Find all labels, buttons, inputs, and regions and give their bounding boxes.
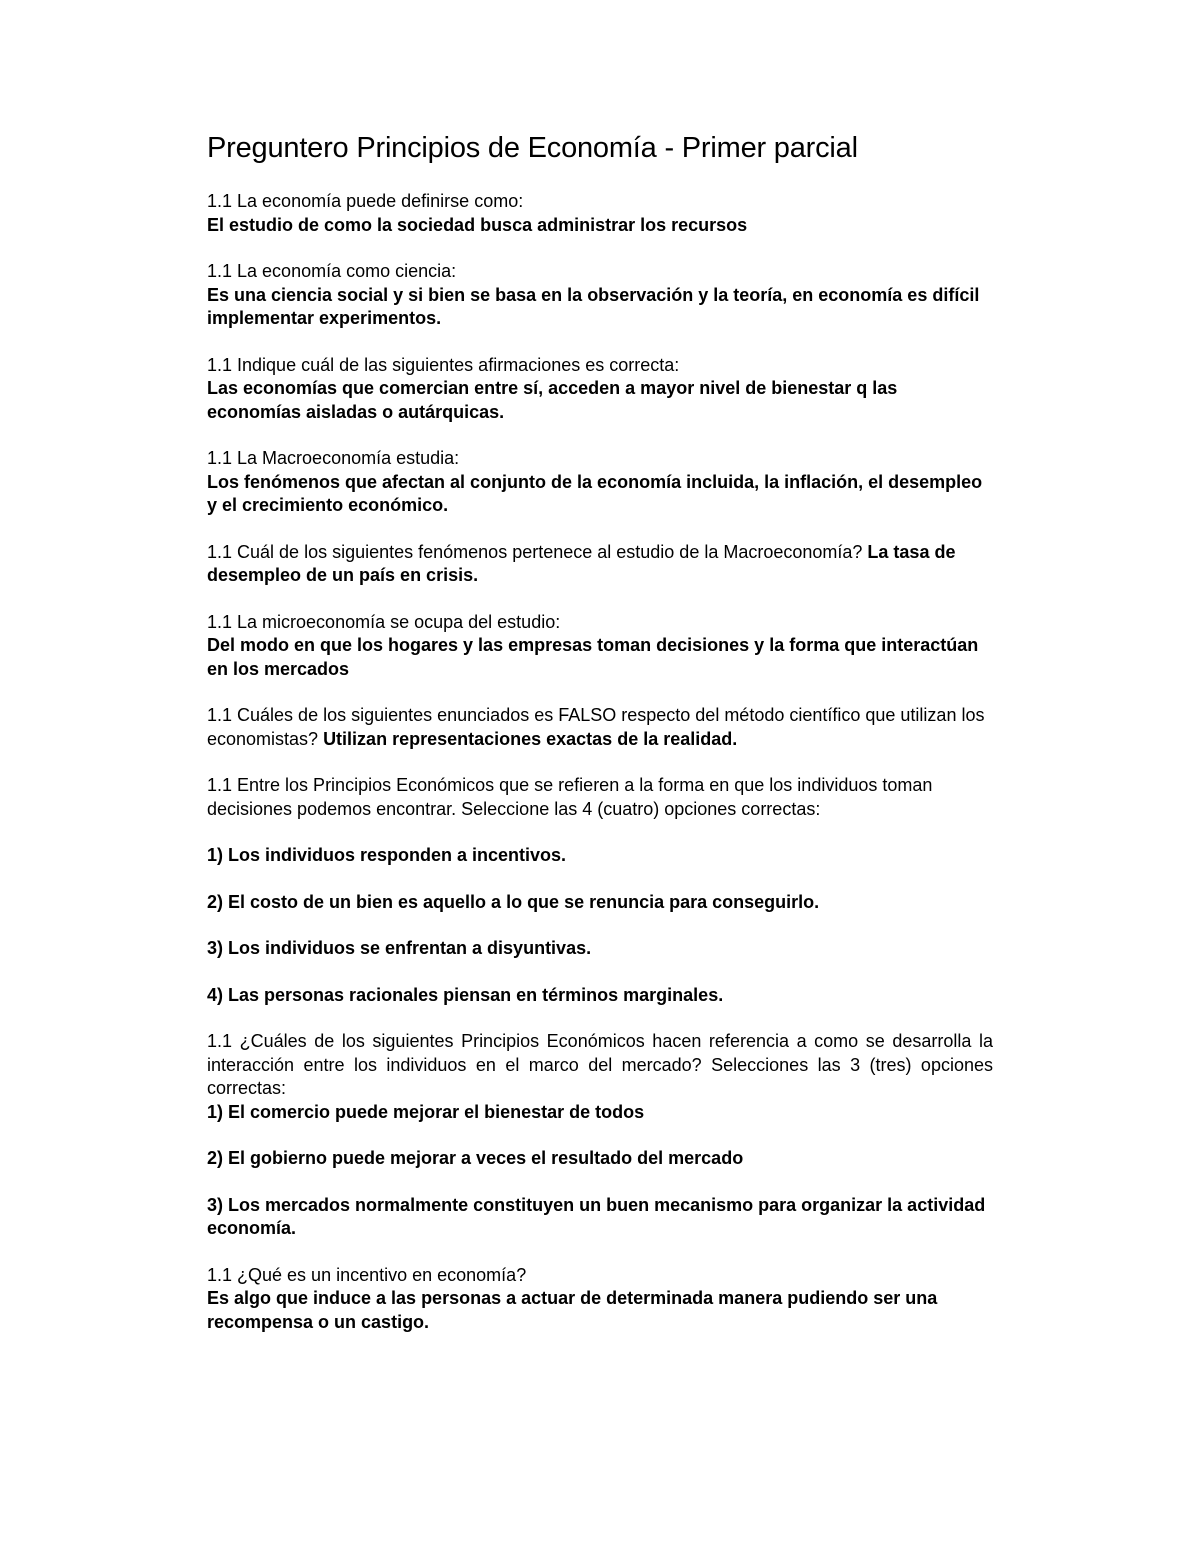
option-item: 2) El costo de un bien es aquello a lo que se renuncia para conseguirlo. <box>207 891 820 912</box>
question-text: 1.1 La economía como ciencia: <box>207 261 457 281</box>
option-item: 4) Las personas racionales piensan en términos marginales. <box>207 984 724 1005</box>
question-text: 1.1 ¿Cuáles de los siguientes Principios Económicos hacen referencia a como se desarrolla la interacción entre los individuos en el marco del mercado? Selecciones las 3 (tres) opciones correctas: <box>207 1031 993 1098</box>
qa-item-principles-interaction <box>207 1030 993 1101</box>
question-text: 1.1 Cuáles de los siguientes enunciados es FALSO respecto del método científico que utilizan los economistas? <box>207 705 985 749</box>
option-item: 2) El gobierno puede mejorar a veces el resultado del mercado <box>207 1148 744 1168</box>
qa-item-microeconomics <box>207 611 993 682</box>
qa-item-scientific-method <box>207 704 993 751</box>
answer-text: Las economías que comercian entre sí, acceden a mayor nivel de bienestar q las economías aisladas o autárquicas. <box>207 378 898 422</box>
answer-text: Los fenómenos que afectan al conjunto de la economía incluida, la inflación, el desempleo y el crecimiento económico. <box>207 471 983 515</box>
question-text: 1.1 La microeconomía se ocupa del estudio: <box>207 611 561 632</box>
option-item: 3) Los mercados normalmente constituyen un buen mecanismo para organizar la actividad economía. <box>207 1194 986 1238</box>
answer-text: El estudio de como la sociedad busca administrar los recursos <box>207 214 748 235</box>
question-text: 1.1 La economía puede definirse como: <box>207 191 524 211</box>
qa-item-principles-individual <box>207 774 993 821</box>
qa-item-science <box>207 260 993 331</box>
question-text: 1.1 ¿Qué es un incentivo en economía? <box>207 1264 527 1285</box>
question-text: 1.1 Indique cuál de las siguientes afirmaciones es correcta: <box>207 354 680 375</box>
question-text: 1.1 Entre los Principios Económicos que se refieren a la forma en que los individuos toman decisiones podemos encontrar. Seleccione las 4 (cuatro) opciones correctas: <box>207 775 933 819</box>
question-text: 1.1 Cuál de los siguientes fenómenos pertenece al estudio de la Macroeconomía? <box>207 541 868 562</box>
answer-text: Es algo que induce a las personas a actuar de determinada manera pudiendo ser una recompensa o un castigo. <box>207 1288 938 1332</box>
document-title: Preguntero Principios de Economía - Primer parcial <box>207 132 858 164</box>
answer-text: La tasa de desempleo de un país en crisis. <box>207 541 956 585</box>
option-item: 1) Los individuos responden a incentivos. <box>207 845 567 865</box>
answer-text: Utilizan representaciones exactas de la realidad. <box>323 728 738 749</box>
question-text: 1.1 La Macroeconomía estudia: <box>207 448 460 468</box>
qa-item-incentive <box>207 1264 993 1335</box>
qa-item-correct-statement <box>207 354 993 425</box>
option-item: 1) El comercio puede mejorar el bienestar de todos <box>207 1101 645 1122</box>
qa-item-definition <box>207 190 993 237</box>
answer-text: Es una ciencia social y si bien se basa en la observación y la teoría, en economía es difícil implementar experimentos. <box>207 284 980 328</box>
answer-text: Del modo en que los hogares y las empresas toman decisiones y la forma que interactúan en los mercados <box>207 635 979 679</box>
option-item: 3) Los individuos se enfrentan a disyuntivas. <box>207 938 592 958</box>
document-page <box>207 130 993 1357</box>
qa-item-macroeconomics <box>207 447 993 518</box>
qa-item-macro-phenomenon <box>207 541 993 588</box>
